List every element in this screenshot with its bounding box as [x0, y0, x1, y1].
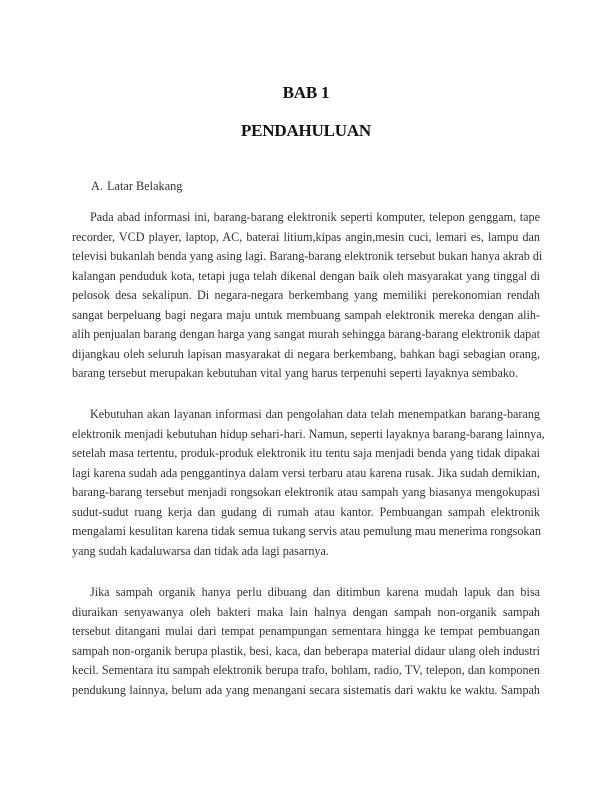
paragraph-line: barang-barang tersebut menjadi rongsokan elektronik atau sampah yang biasanya mengokupasi: [72, 485, 540, 500]
paragraph-line: dijangkau oleh seluruh lapisan masyarakat di negara berkembang, bahkan bagi sebagian orang,: [72, 346, 540, 361]
paragraph-line: setelah masa tertentu, produk-produk elektronik itu tentu saja menjadi benda yang tidak dipakai: [72, 446, 540, 461]
paragraph-3: [72, 583, 540, 700]
paragraph-line: pendukung lainnya, belum ada yang menangani secara sistematis dari waktu ke waktu. Sampah: [72, 682, 540, 697]
paragraph-line: yang sudah kadaluwarsa dan tidak ada lagi pasarnya.: [72, 543, 329, 558]
paragraph-line: recorder, VCD player, laptop, AC, baterai litium,kipas angin,mesin cuci, lemari es, lampu dan: [72, 229, 540, 244]
chapter-number: BAB 1: [282, 83, 330, 102]
paragraph-2: [72, 405, 545, 561]
paragraph-line: sudut-sudut ruang kerja dan gudang di rumah atau kantor. Pembuangan sampah elektronik: [72, 504, 540, 519]
section-letter: A.: [91, 179, 103, 193]
paragraph-line: lagi karena sudah ada penggantinya dalam versi terbaru atau karena rusak. Jika sudah demikian,: [72, 465, 540, 480]
paragraph-line: sampah non-organik berupa plastik, besi, kaca, dan beberapa material didaur ulang oleh industri: [72, 643, 540, 658]
chapter-title: PENDAHULUAN: [240, 121, 372, 140]
paragraph-line: Kebutuhan akan layanan informasi dan pengolahan data telah menempatkan barang-barang: [90, 407, 540, 421]
paragraph-line: kecil. Sementara itu sampah elektronik berupa trafo, bohlam, radio, TV, telepon, dan komponen: [72, 663, 540, 678]
paragraph-line: Jika sampah organik hanya perlu dibuang dan ditimbun karena mudah lapuk dan bisa: [90, 585, 540, 599]
paragraph-line: barang tersebut merupakan kebutuhan vital yang harus terpenuhi seperti layaknya sembako.: [72, 366, 519, 381]
paragraph-1: [72, 208, 543, 384]
section-heading: [91, 179, 182, 194]
paragraph-line: tersebut ditangani mulai dari tempat penampungan sementara hingga ke tempat pembuangan: [72, 624, 540, 639]
paragraph-line: mengalami kesulitan karena tidak semua tukang servis atau pemulung mau menerima rongsokan: [72, 524, 541, 539]
section-title: Latar Belakang: [107, 179, 183, 193]
paragraph-line: sangat berpeluang bagi negara maju untuk membuang sampah elektronik mereka dengan alih-: [72, 307, 540, 322]
paragraph-line: televisi bukanlah benda yang asing lagi. Barang-barang elektronik tersebut bukan hanya akrab di: [72, 249, 543, 264]
paragraph-line: Pada abad informasi ini, barang-barang elektronik seperti komputer, telepon genggam, tape: [90, 210, 540, 224]
paragraph-line: pelosok desa sekalipun. Di negara-negara berkembang yang memiliki perekonomian rendah: [72, 288, 540, 303]
paragraph-line: elektronik menjadi kebutuhan hidup sehari-hari. Namun, seperti layaknya barang-barang lainnya,: [72, 426, 545, 441]
paragraph-line: kalangan penduduk kota, tetapi juga telah dikenal dengan baik oleh masyarakat yang tinggal di: [72, 268, 540, 283]
paragraph-line: diuraikan senyawanya oleh bakteri maka lain halnya dengan sampah non-organik sampah: [72, 604, 540, 619]
paragraph-line: alih penjualan barang dengan harga yang sangat murah sehingga barang-barang elektronik dapat: [72, 327, 541, 342]
